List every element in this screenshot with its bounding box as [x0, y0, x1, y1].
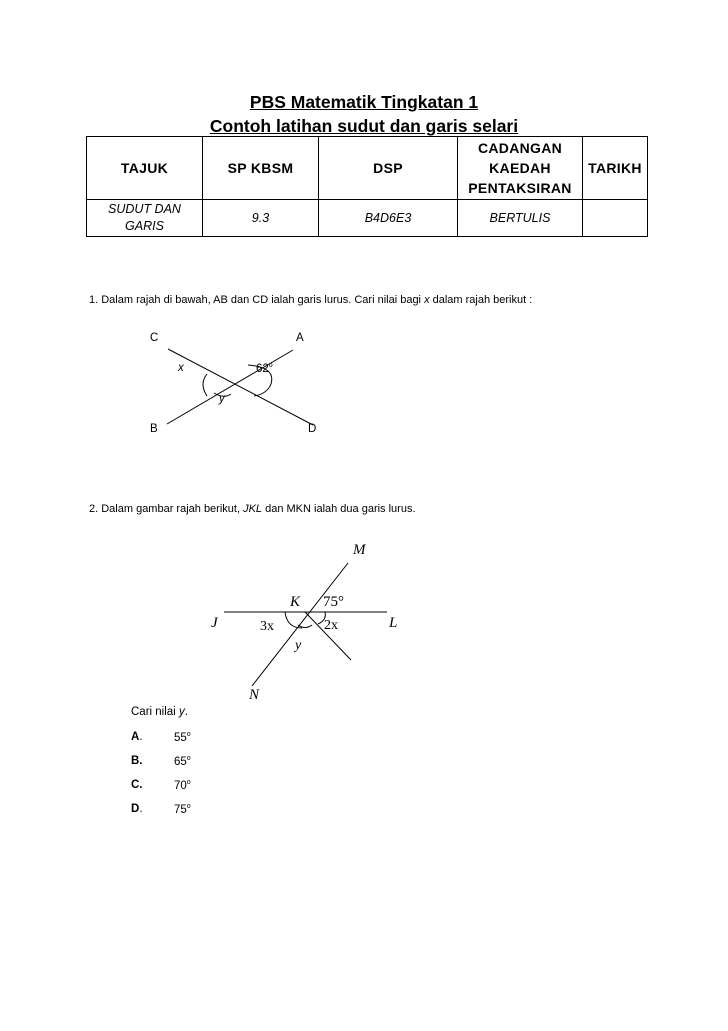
cell-kaedah: BERTULIS: [458, 200, 583, 237]
option-b-letter: B.: [131, 755, 143, 767]
option-b-value: [174, 755, 191, 768]
option-d-suffix: .: [139, 803, 143, 815]
q2-prompt-var: y: [178, 706, 185, 718]
option-a-unit: o: [186, 731, 191, 738]
cell-sp-kbsm: 9.3: [203, 200, 319, 237]
q2-prompt: [131, 706, 188, 718]
label-m: M: [353, 542, 366, 558]
option-a-value: [174, 731, 191, 744]
option-c-letter: C.: [131, 779, 143, 791]
label-y-q1: y: [219, 393, 225, 405]
option-c-unit: o: [186, 779, 191, 786]
q1-text-after: dalam rajah berikut :: [429, 294, 533, 306]
label-k: K: [290, 594, 301, 610]
label-n: N: [249, 687, 260, 703]
option-d-number: 75: [174, 803, 187, 816]
label-2x: 2x: [324, 618, 338, 633]
q1-text-var: x: [424, 294, 430, 306]
option-a: [131, 731, 143, 743]
q2-prompt-end: .: [184, 706, 188, 718]
cell-dsp: B4D6E3: [319, 200, 458, 237]
option-b: [131, 755, 143, 767]
option-d-value: [174, 803, 191, 816]
q2-text-after: dan MKN ialah dua garis lurus.: [262, 503, 416, 515]
document-title: PBS Matematik Tingkatan 1: [249, 92, 479, 112]
label-c: C: [150, 332, 159, 344]
angle-62-unit: o: [268, 362, 273, 369]
q1-text-before: 1. Dalam rajah di bawah, AB dan CD ialah garis lurus. Cari nilai bagi: [89, 294, 425, 306]
label-l: L: [389, 615, 398, 631]
option-b-unit: o: [186, 755, 191, 762]
option-c-number: 70: [174, 779, 187, 792]
angle-y-arc-q2: [298, 625, 312, 628]
option-c-value: [174, 779, 191, 792]
label-a: A: [296, 332, 304, 344]
cell-tajuk: SUDUT DAN GARIS: [87, 200, 203, 237]
q2-prompt-text: Cari nilai: [131, 706, 179, 718]
label-3x: 3x: [260, 619, 274, 634]
header-tajuk: TAJUK: [87, 137, 203, 200]
header-cadangan: CADANGAN KAEDAH PENTAKSIRAN: [458, 137, 583, 200]
option-b-number: 65: [174, 755, 187, 768]
label-75: 75°: [323, 594, 344, 610]
option-d-letter: D: [131, 803, 140, 815]
option-d-unit: o: [186, 803, 191, 810]
header-dsp: DSP: [319, 137, 458, 200]
q2-text-before: 2. Dalam gambar rajah berikut,: [89, 503, 244, 515]
angle-62-value: 62: [256, 362, 269, 375]
option-a-suffix: .: [139, 731, 143, 743]
label-d: D: [308, 423, 317, 435]
label-j: J: [211, 615, 218, 631]
q2-text-var: JKL: [243, 503, 263, 515]
option-d: [131, 803, 143, 815]
option-c: [131, 779, 143, 791]
option-a-letter: A: [131, 731, 140, 743]
option-a-number: 55: [174, 731, 187, 744]
label-b: B: [150, 423, 158, 435]
label-x: x: [178, 362, 184, 374]
header-tarikh: TARIKH: [583, 137, 648, 200]
document-subtitle: Contoh latihan sudut dan garis selari: [209, 116, 519, 136]
label-y-q2: y: [295, 638, 302, 653]
header-sp-kbsm: SP KBSM: [203, 137, 319, 200]
